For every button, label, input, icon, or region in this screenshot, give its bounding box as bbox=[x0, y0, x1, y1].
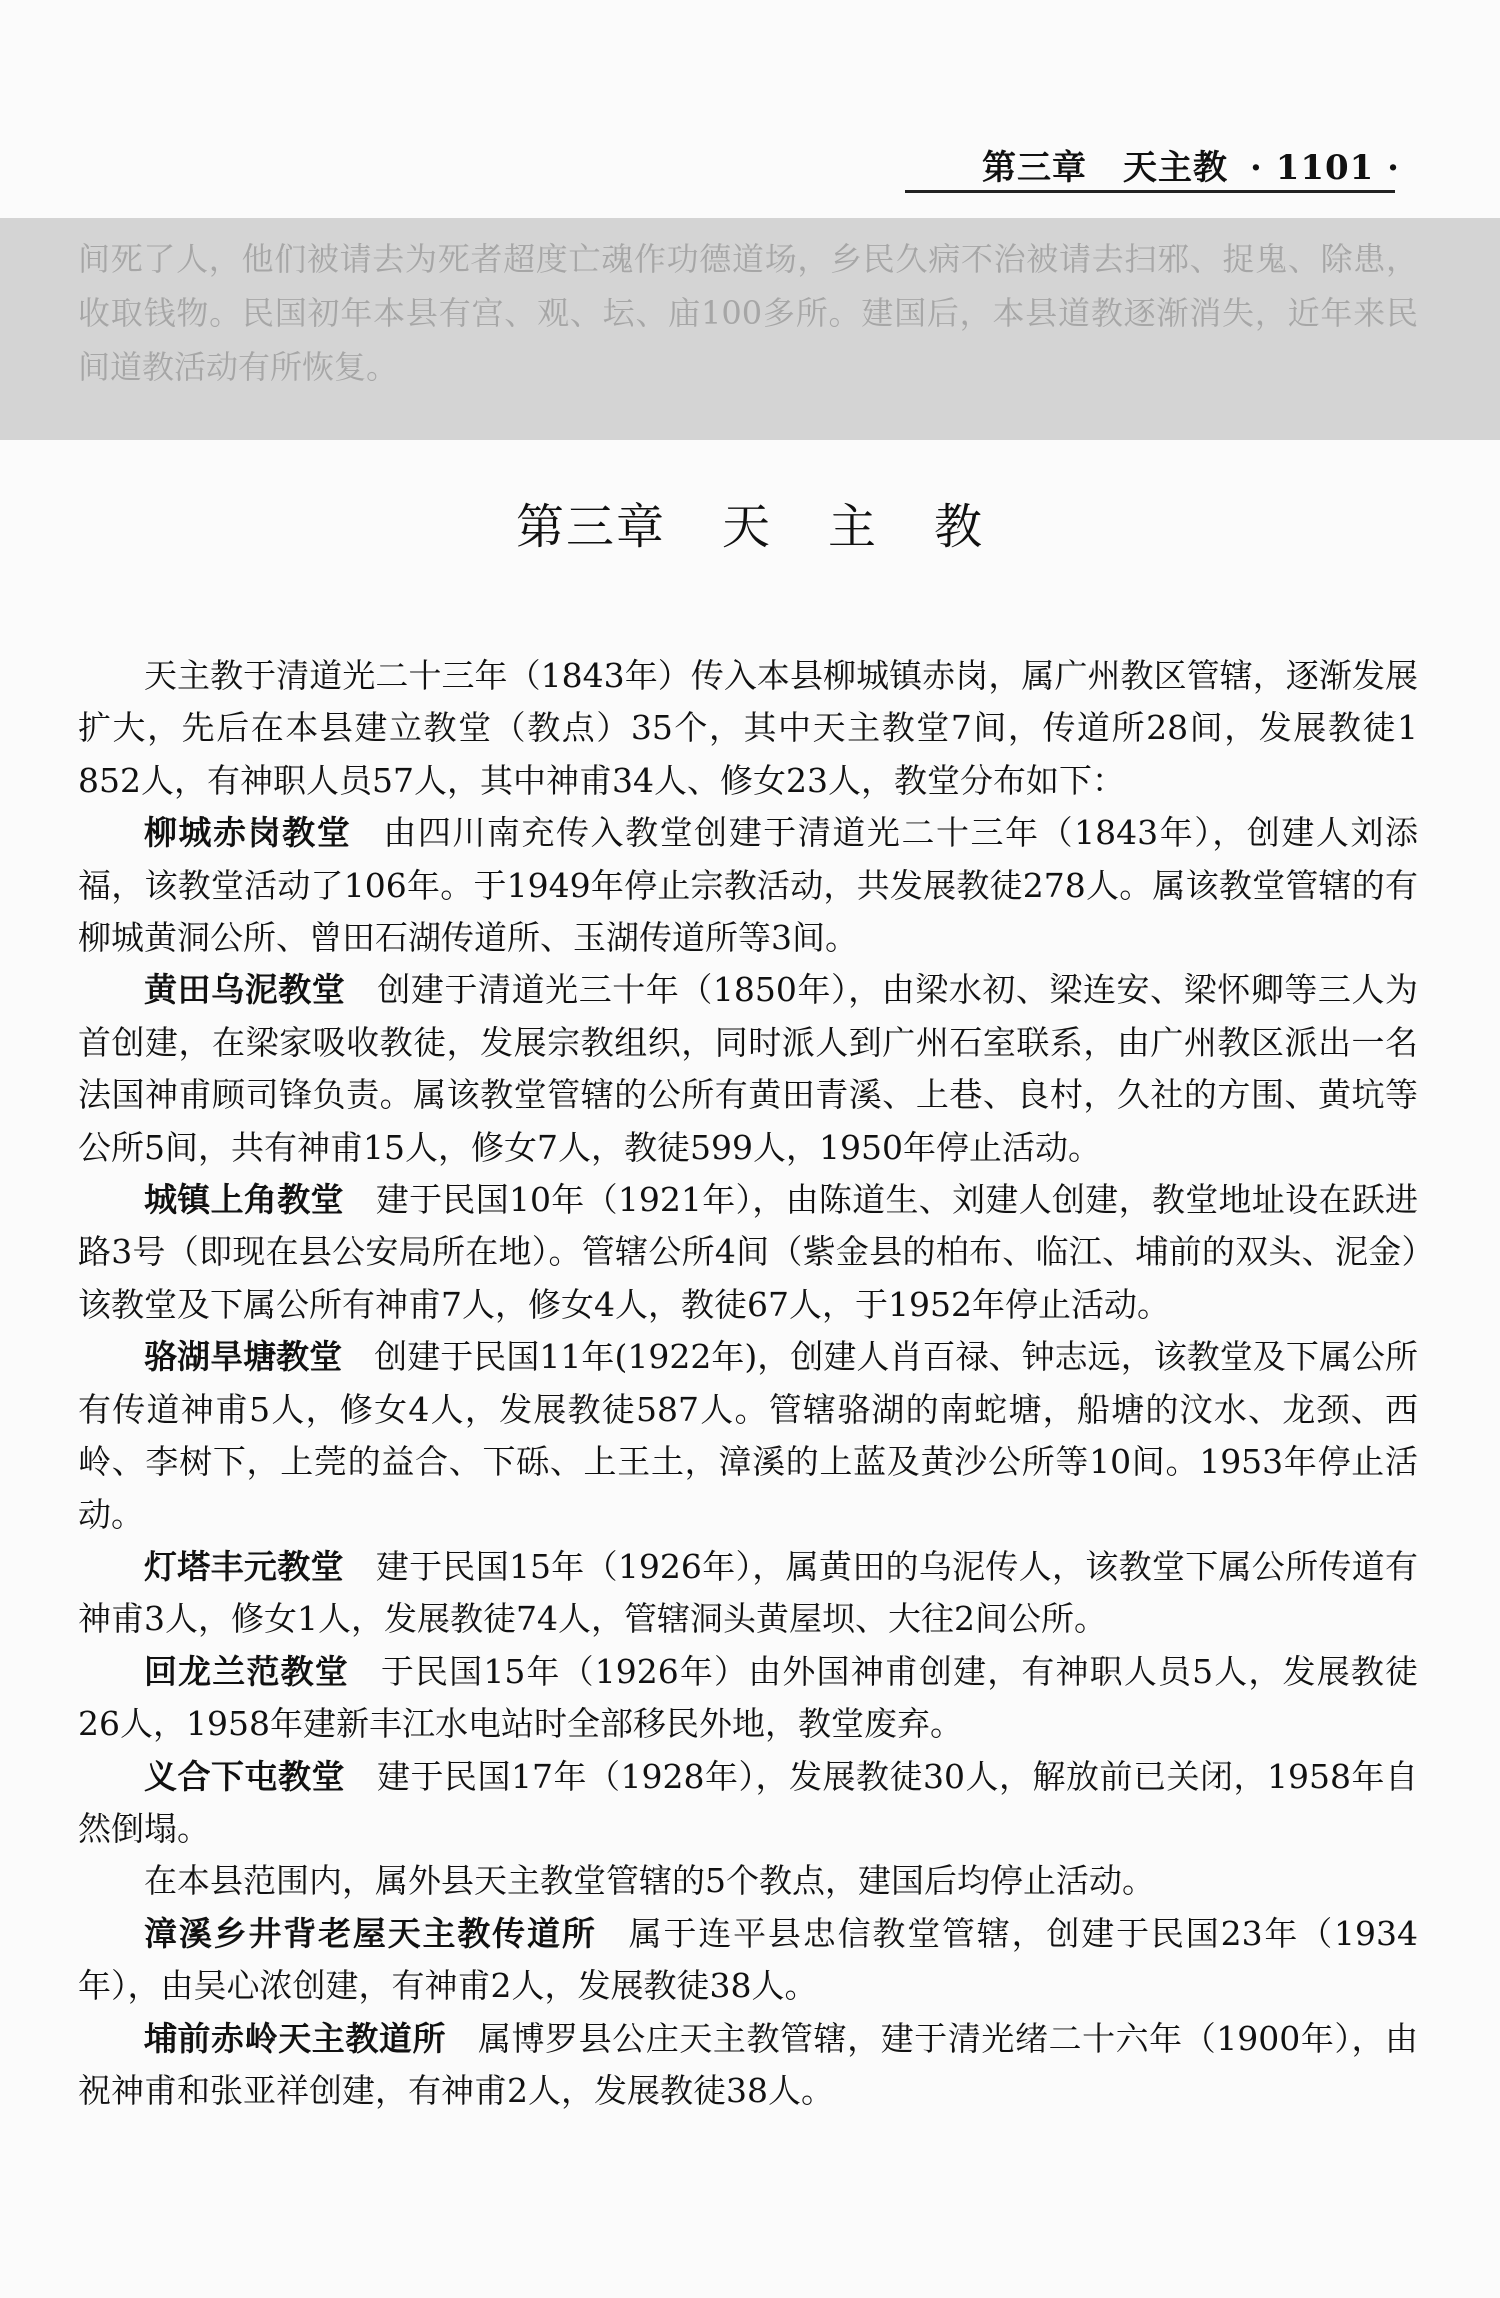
outside-intro-paragraph: 在本县范围内，属外县天主教堂管辖的5个教点，建国后均停止活动。 bbox=[144, 1861, 1155, 1901]
church-name: 城镇上角教堂 bbox=[144, 1180, 344, 1220]
chapter-body bbox=[78, 650, 1418, 2117]
header-rule bbox=[905, 190, 1395, 193]
church-entry bbox=[78, 807, 1418, 964]
mission-entry bbox=[78, 1908, 1418, 2013]
church-text: 建于民国10年（1921年），由陈道生、刘建人创建，教堂地址设在跃进路3号（即现在县公安局所在地）。管辖公所4间（紫金县的柏布、临江、埔前的双头、泥金）该教堂及下属公所有神甫7人，修女4人，教徒67人，于1952年停止活动。 bbox=[78, 1180, 1418, 1324]
church-name: 义合下屯教堂 bbox=[144, 1756, 346, 1796]
header-topic: 天主教 bbox=[1123, 148, 1229, 188]
header-chapter: 第三章 bbox=[982, 148, 1088, 188]
church-entry bbox=[78, 1646, 1418, 1751]
church-entry bbox=[78, 1541, 1418, 1646]
mission-text: 属博罗县公庄天主教管辖，建于清光绪二十六年（1900年），由祝神甫和张亚祥创建，有神甫2人，发展教徒38人。 bbox=[78, 2018, 1419, 2110]
mission-text: 属于连平县忠信教堂管辖，创建于民国23年（1934年），由吴心浓创建，有神甫2人，发展教徒38人。 bbox=[78, 1913, 1419, 2006]
church-text: 由四川南充传入教堂创建于清道光二十三年（1843年），创建人刘添福，该教堂活动了106年。于1949年停止宗教活动，共发展教徒278人。属该教堂管辖的有柳城黄洞公所、曾田石湖传道所、玉湖传道所等3间。 bbox=[78, 813, 1419, 958]
chapter-title-part: 教 bbox=[934, 499, 985, 555]
church-name: 黄田乌泥教堂 bbox=[144, 970, 346, 1010]
chapter-title-part: 天 bbox=[721, 499, 772, 555]
chapter-title bbox=[0, 488, 1500, 557]
church-name: 灯塔丰元教堂 bbox=[144, 1546, 344, 1586]
church-text: 建于民国17年（1928年），发展教徒30人，解放前已关闭，1958年自然倒塌。 bbox=[78, 1756, 1419, 1848]
church-text: 创建于民国11年(1922年)，创建人肖百禄、钟志远，该教堂及下属公所有传道神甫5人，修女4人，发展教徒587人。管辖骆湖的南蛇塘，船塘的汶水、龙颈、西岭、李树下，上莞的益合、下砾、上王土，漳溪的上蓝及黄沙公所等10间。1953年停止活动。 bbox=[78, 1337, 1418, 1534]
running-header-text bbox=[982, 140, 1400, 189]
church-name: 回龙兰范教堂 bbox=[144, 1651, 349, 1691]
intro-paragraph: 天主教于清道光二十三年（1843年）传入本县柳城镇赤岗，属广州教区管辖，逐渐发展扩大，先后在本县建立教堂（教点）35个，其中天主教堂7间，传道所28间，发展教徒1 852人，有神职人员57人，其中神甫34人、修女23人，教堂分布如下： bbox=[78, 656, 1418, 800]
mission-name: 埔前赤岭天主教道所 bbox=[144, 2018, 447, 2058]
chapter-title-part: 第三章 bbox=[515, 499, 666, 555]
church-text: 创建于清道光三十年（1850年），由梁水初、梁连安、梁怀卿等三人为首创建，在梁家吸收教徒，发展宗教组织，同时派人到广州石室联系，由广州教区派出一名法国神甫顾司锋负责。属该教堂管辖的公所有黄田青溪、上巷、良村，久社的方围、黄坑等公所5间，共有神甫15人，修女7人，教徒599人，1950年停止活动。 bbox=[78, 970, 1419, 1167]
page-number: · 1101 · bbox=[1250, 148, 1400, 188]
church-entry bbox=[78, 1331, 1418, 1541]
church-name: 骆湖旱塘教堂 bbox=[144, 1337, 343, 1377]
church-entry bbox=[78, 1751, 1418, 1856]
previous-section-band bbox=[0, 218, 1500, 440]
mission-name: 漳溪乡井背老屋天主教传道所 bbox=[144, 1913, 597, 1953]
previous-section-text: 间死了人，他们被请去为死者超度亡魂作功德道场，乡民久病不治被请去扫邪、捉鬼、除患，收取钱物。民国初年本县有宫、观、坛、庙100多所。建国后，本县道教逐渐消失，近年来民间道教活动有所恢复。 bbox=[78, 240, 1418, 386]
church-text: 于民国15年（1926年）由外国神甫创建，有神职人员5人，发展教徒26人，1958年建新丰江水电站时全部移民外地，教堂废弃。 bbox=[78, 1651, 1418, 1744]
church-entry bbox=[78, 1174, 1418, 1331]
church-text: 建于民国15年（1926年），属黄田的乌泥传人，该教堂下属公所传道有神甫3人，修女1人，发展教徒74人，管辖洞头黄屋坝、大往2间公所。 bbox=[78, 1546, 1418, 1639]
church-name: 柳城赤岗教堂 bbox=[144, 813, 352, 853]
church-entry bbox=[78, 964, 1418, 1174]
chapter-title-part: 主 bbox=[828, 499, 879, 555]
running-header bbox=[0, 0, 1500, 205]
mission-entry bbox=[78, 2013, 1418, 2118]
